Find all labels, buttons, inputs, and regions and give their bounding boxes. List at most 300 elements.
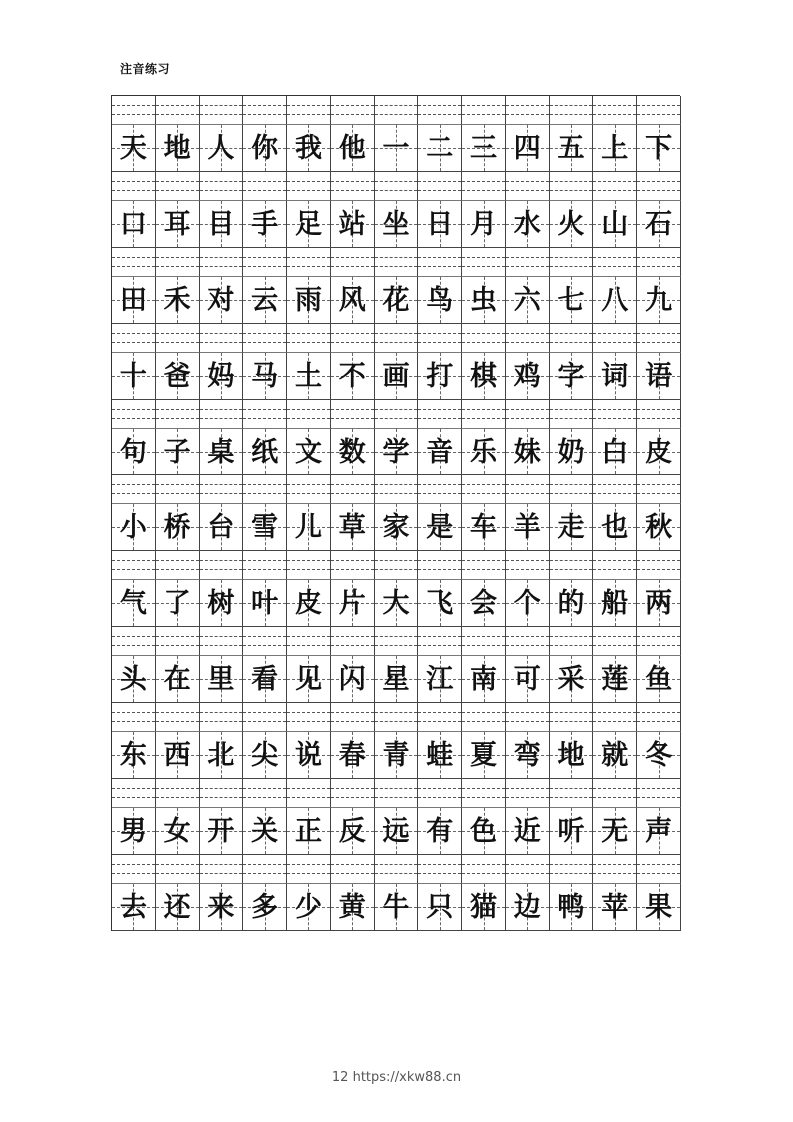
- character-row: [112, 125, 680, 172]
- pinyin-blank-cell: [637, 703, 681, 732]
- pinyin-guide-line: [243, 342, 286, 343]
- character-cell: [550, 277, 594, 324]
- pinyin-guide-line: [593, 645, 636, 646]
- hanzi-character: 妈: [207, 360, 235, 392]
- hanzi-character: 江: [426, 664, 454, 696]
- pinyin-blank-cell: [418, 324, 462, 353]
- pinyin-writing-row: [112, 96, 680, 125]
- pinyin-guide-line: [593, 721, 636, 722]
- hanzi-character: 天: [119, 132, 147, 164]
- pinyin-blank-cell: [200, 779, 244, 808]
- pinyin-guide-line: [550, 333, 593, 334]
- hanzi-character: 看: [251, 664, 279, 696]
- hanzi-character: 词: [601, 360, 629, 392]
- pinyin-guide-line: [418, 712, 461, 713]
- pinyin-guide-line: [637, 569, 680, 570]
- pinyin-blank-cell: [156, 855, 200, 884]
- pinyin-guide-line: [287, 636, 330, 637]
- pinyin-guide-line: [112, 181, 155, 182]
- pinyin-guide-line: [418, 342, 461, 343]
- hanzi-character: 气: [119, 588, 147, 620]
- hanzi-character: 月: [470, 208, 497, 240]
- pinyin-guide-line: [462, 484, 505, 485]
- character-cell: [156, 504, 200, 551]
- pinyin-guide-line: [593, 257, 636, 258]
- hanzi-character: 也: [601, 512, 629, 544]
- pinyin-blank-cell: [418, 172, 462, 201]
- page-footer: 12 https://xkw88.cn: [331, 1070, 462, 1085]
- hanzi-character: 皮: [294, 588, 322, 620]
- pinyin-guide-line: [375, 105, 418, 106]
- pinyin-blank-cell: [593, 703, 637, 732]
- pinyin-blank-cell: [637, 779, 681, 808]
- pinyin-guide-line: [243, 873, 286, 874]
- hanzi-character: 果: [645, 891, 673, 923]
- character-cell: [200, 201, 244, 248]
- pinyin-blank-cell: [112, 172, 156, 201]
- pinyin-blank-cell: [287, 703, 331, 732]
- hanzi-character: 画: [382, 360, 410, 392]
- pinyin-guide-line: [593, 342, 636, 343]
- pinyin-blank-cell: [243, 172, 287, 201]
- character-cell: [418, 504, 462, 551]
- pinyin-guide-line: [593, 636, 636, 637]
- character-cell: [243, 353, 287, 400]
- pinyin-guide-line: [200, 257, 243, 258]
- pinyin-blank-cell: [331, 475, 375, 504]
- character-cell: [375, 429, 419, 476]
- pinyin-guide-line: [112, 266, 155, 267]
- pinyin-guide-line: [506, 712, 549, 713]
- character-cell: [331, 884, 375, 931]
- character-cell: [287, 429, 331, 476]
- pinyin-guide-line: [462, 114, 505, 115]
- pinyin-writing-row: [112, 855, 680, 884]
- pinyin-guide-line: [418, 788, 461, 789]
- pinyin-blank-cell: [112, 551, 156, 580]
- hanzi-character: 北: [207, 740, 235, 772]
- pinyin-guide-line: [418, 409, 461, 410]
- character-cell: [506, 504, 550, 551]
- character-cell: [243, 504, 287, 551]
- character-cell: [593, 884, 637, 931]
- pinyin-guide-line: [243, 190, 286, 191]
- pinyin-blank-cell: [375, 96, 419, 125]
- character-cell: [637, 884, 681, 931]
- hanzi-character: 耳: [163, 208, 191, 240]
- hanzi-character: 东: [119, 740, 147, 772]
- hanzi-character: 语: [645, 360, 673, 392]
- character-cell: [200, 504, 244, 551]
- hanzi-character: 七: [557, 284, 585, 316]
- pinyin-guide-line: [156, 721, 199, 722]
- hanzi-character: 二: [426, 132, 454, 164]
- character-cell: [112, 884, 156, 931]
- pinyin-guide-line: [243, 105, 286, 106]
- pinyin-guide-line: [593, 333, 636, 334]
- pinyin-guide-line: [418, 569, 461, 570]
- hanzi-character: 是: [426, 512, 454, 544]
- character-cell: [637, 504, 681, 551]
- pinyin-blank-cell: [593, 172, 637, 201]
- pinyin-guide-line: [112, 873, 155, 874]
- character-cell: [243, 201, 287, 248]
- pinyin-guide-line: [156, 114, 199, 115]
- pinyin-blank-cell: [550, 475, 594, 504]
- pinyin-guide-line: [637, 712, 680, 713]
- pinyin-blank-cell: [506, 400, 550, 429]
- character-row: [112, 353, 680, 400]
- pinyin-blank-cell: [112, 627, 156, 656]
- character-cell: [462, 277, 506, 324]
- character-cell: [593, 125, 637, 172]
- pinyin-writing-row: [112, 703, 680, 732]
- pinyin-blank-cell: [243, 400, 287, 429]
- pinyin-guide-line: [375, 712, 418, 713]
- character-cell: [418, 277, 462, 324]
- pinyin-guide-line: [287, 788, 330, 789]
- character-cell: [331, 504, 375, 551]
- pinyin-guide-line: [287, 873, 330, 874]
- hanzi-character: 飞: [426, 588, 454, 620]
- hanzi-character: 多: [251, 891, 279, 923]
- character-cell: [462, 504, 506, 551]
- pinyin-guide-line: [593, 864, 636, 865]
- pinyin-guide-line: [287, 257, 330, 258]
- pinyin-blank-cell: [418, 627, 462, 656]
- character-cell: [593, 277, 637, 324]
- character-cell: [156, 429, 200, 476]
- pinyin-guide-line: [462, 797, 505, 798]
- pinyin-guide-line: [637, 721, 680, 722]
- character-cell: [506, 277, 550, 324]
- pinyin-blank-cell: [637, 475, 681, 504]
- hanzi-character: 草: [338, 512, 366, 544]
- pinyin-guide-line: [418, 114, 461, 115]
- pinyin-guide-line: [637, 257, 680, 258]
- pinyin-guide-line: [112, 484, 155, 485]
- hanzi-character: 对: [207, 284, 235, 316]
- pinyin-guide-line: [637, 114, 680, 115]
- pinyin-guide-line: [462, 333, 505, 334]
- pinyin-guide-line: [243, 636, 286, 637]
- pinyin-guide-line: [418, 484, 461, 485]
- character-cell: [156, 353, 200, 400]
- pinyin-blank-cell: [506, 551, 550, 580]
- pinyin-guide-line: [375, 493, 418, 494]
- hanzi-character: 男: [119, 815, 147, 847]
- hanzi-character: 乐: [470, 436, 497, 468]
- hanzi-character: 下: [645, 132, 673, 164]
- pinyin-guide-line: [637, 484, 680, 485]
- pinyin-guide-line: [550, 266, 593, 267]
- pinyin-guide-line: [462, 788, 505, 789]
- character-cell: [550, 125, 594, 172]
- pinyin-blank-cell: [375, 324, 419, 353]
- character-cell: [331, 656, 375, 703]
- character-cell: [243, 808, 287, 855]
- pinyin-blank-cell: [462, 96, 506, 125]
- pinyin-guide-line: [243, 333, 286, 334]
- character-row: [112, 732, 680, 779]
- character-cell: [375, 732, 419, 779]
- character-cell: [375, 580, 419, 627]
- pinyin-guide-line: [506, 645, 549, 646]
- character-cell: [418, 732, 462, 779]
- pinyin-guide-line: [156, 342, 199, 343]
- character-cell: [287, 125, 331, 172]
- pinyin-blank-cell: [418, 96, 462, 125]
- pinyin-guide-line: [156, 418, 199, 419]
- character-cell: [506, 125, 550, 172]
- hanzi-character: 青: [382, 740, 410, 772]
- pinyin-blank-cell: [156, 324, 200, 353]
- pinyin-guide-line: [200, 181, 243, 182]
- hanzi-character: 猫: [470, 891, 497, 923]
- pinyin-guide-line: [243, 788, 286, 789]
- pinyin-guide-line: [375, 181, 418, 182]
- pinyin-guide-line: [375, 569, 418, 570]
- pinyin-guide-line: [375, 266, 418, 267]
- pinyin-guide-line: [506, 105, 549, 106]
- hanzi-character: 地: [163, 132, 191, 164]
- pinyin-guide-line: [287, 181, 330, 182]
- character-cell: [375, 504, 419, 551]
- character-cell: [637, 353, 681, 400]
- pinyin-writing-row: [112, 400, 680, 429]
- pinyin-blank-cell: [200, 96, 244, 125]
- hanzi-character: 冬: [645, 740, 673, 772]
- hanzi-character: 雪: [251, 512, 279, 544]
- pinyin-guide-line: [462, 569, 505, 570]
- pinyin-guide-line: [287, 342, 330, 343]
- character-cell: [331, 732, 375, 779]
- pinyin-blank-cell: [112, 703, 156, 732]
- hanzi-character: 字: [557, 360, 585, 392]
- pinyin-blank-cell: [506, 248, 550, 277]
- character-cell: [156, 732, 200, 779]
- character-cell: [462, 884, 506, 931]
- pinyin-guide-line: [112, 560, 155, 561]
- hanzi-character: 学: [382, 436, 410, 468]
- pinyin-blank-cell: [287, 627, 331, 656]
- page-title: 注音练习: [120, 62, 171, 76]
- pinyin-blank-cell: [637, 855, 681, 884]
- character-cell: [112, 732, 156, 779]
- pinyin-blank-cell: [462, 627, 506, 656]
- hanzi-character: 西: [163, 740, 191, 772]
- pinyin-guide-line: [112, 105, 155, 106]
- pinyin-guide-line: [200, 788, 243, 789]
- pinyin-guide-line: [506, 560, 549, 561]
- pinyin-guide-line: [462, 190, 505, 191]
- pinyin-guide-line: [462, 257, 505, 258]
- hanzi-character: 不: [338, 360, 366, 392]
- hanzi-character: 口: [119, 208, 147, 240]
- pinyin-blank-cell: [462, 703, 506, 732]
- character-cell: [418, 808, 462, 855]
- pinyin-guide-line: [287, 114, 330, 115]
- character-cell: [331, 808, 375, 855]
- pinyin-guide-line: [637, 645, 680, 646]
- pinyin-blank-cell: [200, 627, 244, 656]
- hanzi-character: 黄: [338, 891, 366, 923]
- pinyin-guide-line: [243, 569, 286, 570]
- hanzi-character: 里: [207, 664, 235, 696]
- pinyin-guide-line: [156, 797, 199, 798]
- pinyin-guide-line: [156, 636, 199, 637]
- pinyin-blank-cell: [418, 248, 462, 277]
- hanzi-character: 火: [557, 208, 585, 240]
- character-cell: [331, 353, 375, 400]
- hanzi-character: 白: [601, 436, 629, 468]
- hanzi-character: 打: [426, 360, 454, 392]
- hanzi-character: 音: [426, 436, 454, 468]
- pinyin-blank-cell: [156, 551, 200, 580]
- pinyin-blank-cell: [331, 551, 375, 580]
- pinyin-guide-line: [112, 645, 155, 646]
- pinyin-blank-cell: [200, 400, 244, 429]
- pinyin-guide-line: [506, 181, 549, 182]
- character-cell: [156, 201, 200, 248]
- pinyin-guide-line: [550, 409, 593, 410]
- hanzi-character: 见: [294, 664, 322, 696]
- pinyin-guide-line: [593, 190, 636, 191]
- character-cell: [112, 429, 156, 476]
- hanzi-character: 手: [251, 208, 279, 240]
- pinyin-guide-line: [156, 409, 199, 410]
- pinyin-blank-cell: [375, 703, 419, 732]
- pinyin-blank-cell: [462, 172, 506, 201]
- pinyin-blank-cell: [375, 400, 419, 429]
- pinyin-guide-line: [200, 645, 243, 646]
- hanzi-character: 家: [382, 512, 410, 544]
- pinyin-guide-line: [331, 493, 374, 494]
- pinyin-blank-cell: [462, 779, 506, 808]
- pinyin-guide-line: [331, 105, 374, 106]
- pinyin-blank-cell: [593, 400, 637, 429]
- pinyin-guide-line: [243, 114, 286, 115]
- character-row: [112, 580, 680, 627]
- pinyin-blank-cell: [243, 96, 287, 125]
- pinyin-guide-line: [200, 569, 243, 570]
- pinyin-guide-line: [200, 493, 243, 494]
- character-cell: [287, 884, 331, 931]
- pinyin-guide-line: [637, 560, 680, 561]
- pinyin-guide-line: [112, 721, 155, 722]
- pinyin-blank-cell: [550, 779, 594, 808]
- pinyin-guide-line: [243, 645, 286, 646]
- hanzi-character: 坐: [382, 208, 410, 240]
- pinyin-writing-row: [112, 627, 680, 656]
- character-cell: [156, 125, 200, 172]
- hanzi-character: 奶: [557, 436, 585, 468]
- pinyin-guide-line: [287, 569, 330, 570]
- character-cell: [637, 201, 681, 248]
- pinyin-blank-cell: [637, 627, 681, 656]
- pinyin-guide-line: [112, 333, 155, 334]
- pinyin-guide-line: [418, 636, 461, 637]
- hanzi-character: 文: [294, 436, 322, 468]
- character-cell: [637, 732, 681, 779]
- character-cell: [287, 277, 331, 324]
- hanzi-character: 八: [601, 284, 629, 316]
- character-cell: [200, 429, 244, 476]
- hanzi-character: 一: [382, 132, 410, 164]
- hanzi-character: 五: [557, 132, 585, 164]
- hanzi-character: 夏: [470, 740, 497, 772]
- pinyin-guide-line: [243, 181, 286, 182]
- hanzi-character: 花: [382, 284, 410, 316]
- pinyin-guide-line: [506, 636, 549, 637]
- pinyin-guide-line: [200, 636, 243, 637]
- pinyin-practice-grid: [111, 95, 680, 931]
- pinyin-guide-line: [506, 797, 549, 798]
- pinyin-guide-line: [506, 342, 549, 343]
- hanzi-character: 十: [119, 360, 147, 392]
- pinyin-blank-cell: [593, 475, 637, 504]
- hanzi-character: 桥: [163, 512, 191, 544]
- pinyin-blank-cell: [287, 324, 331, 353]
- character-cell: [287, 504, 331, 551]
- pinyin-blank-cell: [200, 248, 244, 277]
- pinyin-blank-cell: [243, 551, 287, 580]
- pinyin-blank-cell: [375, 855, 419, 884]
- hanzi-character: 尖: [251, 740, 279, 772]
- pinyin-guide-line: [637, 788, 680, 789]
- pinyin-blank-cell: [243, 248, 287, 277]
- character-cell: [287, 580, 331, 627]
- hanzi-character: 鱼: [645, 664, 673, 696]
- hanzi-character: 棋: [470, 360, 497, 392]
- pinyin-guide-line: [506, 266, 549, 267]
- character-cell: [550, 732, 594, 779]
- character-cell: [593, 656, 637, 703]
- pinyin-blank-cell: [550, 400, 594, 429]
- pinyin-blank-cell: [593, 779, 637, 808]
- pinyin-guide-line: [506, 493, 549, 494]
- hanzi-character: 少: [294, 891, 322, 923]
- character-row: [112, 808, 680, 855]
- pinyin-guide-line: [200, 560, 243, 561]
- pinyin-guide-line: [200, 190, 243, 191]
- pinyin-guide-line: [375, 342, 418, 343]
- pinyin-blank-cell: [462, 475, 506, 504]
- pinyin-guide-line: [418, 721, 461, 722]
- hanzi-character: 牛: [382, 891, 410, 923]
- pinyin-guide-line: [593, 105, 636, 106]
- pinyin-guide-line: [418, 864, 461, 865]
- pinyin-guide-line: [243, 864, 286, 865]
- pinyin-blank-cell: [331, 627, 375, 656]
- pinyin-guide-line: [375, 636, 418, 637]
- pinyin-guide-line: [375, 797, 418, 798]
- character-cell: [637, 656, 681, 703]
- pinyin-guide-line: [637, 105, 680, 106]
- pinyin-blank-cell: [462, 855, 506, 884]
- pinyin-blank-cell: [243, 703, 287, 732]
- hanzi-character: 九: [645, 284, 673, 316]
- pinyin-guide-line: [112, 342, 155, 343]
- pinyin-guide-line: [550, 342, 593, 343]
- pinyin-guide-line: [243, 712, 286, 713]
- character-cell: [243, 580, 287, 627]
- hanzi-character: 的: [557, 588, 585, 620]
- pinyin-blank-cell: [550, 96, 594, 125]
- character-cell: [550, 580, 594, 627]
- hanzi-character: 山: [601, 208, 629, 240]
- pinyin-blank-cell: [287, 779, 331, 808]
